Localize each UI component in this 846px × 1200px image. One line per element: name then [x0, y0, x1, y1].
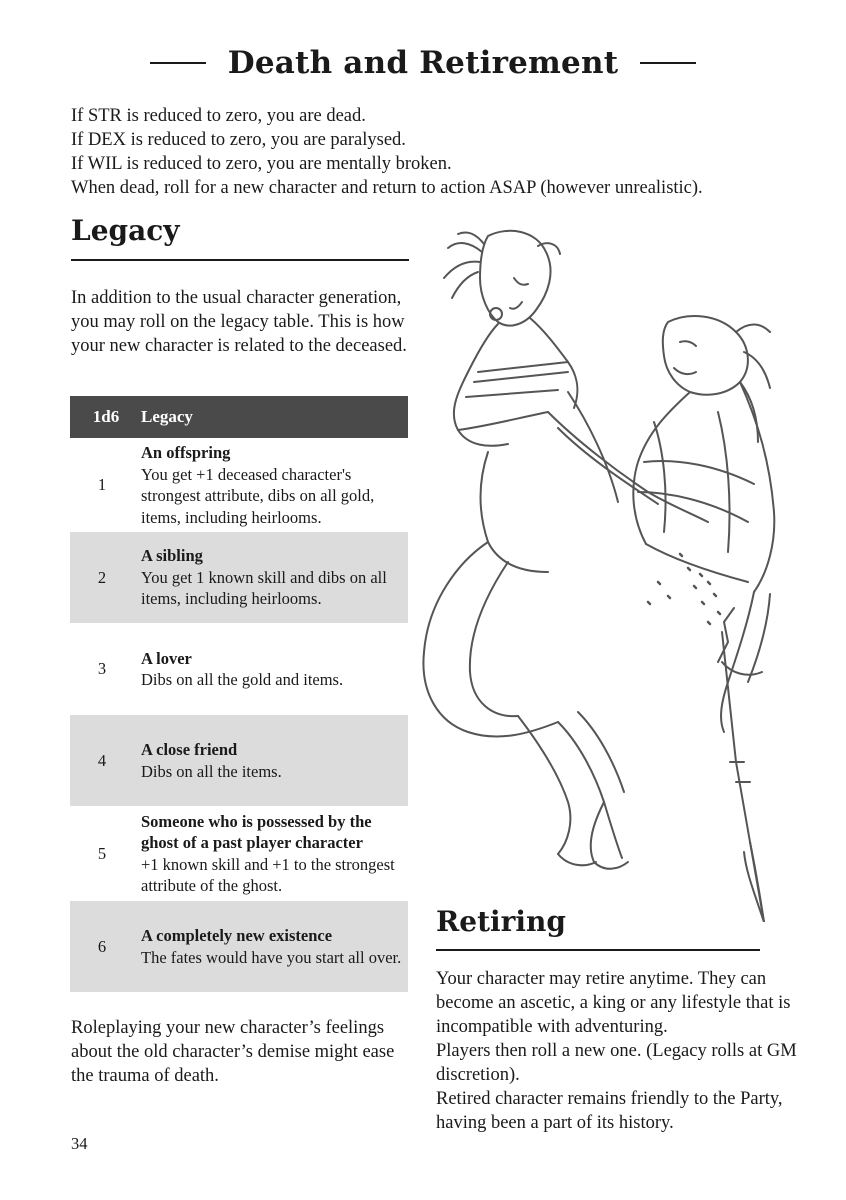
row-text: +1 known skill and +1 to the strongest attribute of the ghost. — [141, 854, 395, 895]
retiring-paragraph: Your character may retire anytime. They can become an ascetic, a king or any lifestyle that is incompatible with adventuring. — [436, 969, 791, 1037]
title-rule-right — [640, 62, 696, 64]
row-text: Dibs on all the items. — [141, 761, 282, 781]
intro-line: If WIL is reduced to zero, you are mentally broken. — [71, 154, 452, 174]
table-row — [70, 623, 408, 715]
row-roll: 5 — [97, 843, 107, 863]
header-roll: 1d6 — [92, 407, 120, 426]
page-title-row — [0, 40, 846, 86]
page-title: Death and Retirement — [227, 45, 619, 81]
row-description — [134, 925, 402, 968]
row-text: Dibs on all the gold and items. — [141, 670, 344, 689]
row-text: You get +1 deceased character's strongest attribute, dibs on all gold, items, including heirlooms. — [141, 464, 375, 527]
row-description — [134, 739, 402, 782]
title-rule-left — [150, 62, 206, 64]
intro-rules — [71, 104, 791, 200]
retiring-heading: Retiring — [436, 905, 566, 938]
row-text: You get 1 known skill and dibs on all items, including heirlooms. — [141, 567, 387, 609]
table-row — [70, 438, 408, 532]
row-roll: 3 — [97, 659, 107, 678]
table-row — [70, 901, 408, 992]
retiring-paragraph: Retired character remains friendly to the Party, having been a part of its history. — [436, 1089, 783, 1133]
row-description — [134, 545, 402, 610]
intro-line: If DEX is reduced to zero, you are paralysed. — [71, 130, 406, 150]
intro-line: If STR is reduced to zero, you are dead. — [71, 106, 366, 126]
row-roll: 4 — [97, 750, 107, 770]
legacy-table — [70, 396, 408, 992]
legacy-paragraph: In addition to the usual character generation, you may roll on the legacy table. This is how your new character is related to the deceased. — [71, 288, 407, 356]
row-name: A sibling — [141, 546, 203, 566]
row-roll: 2 — [97, 567, 107, 587]
row-roll: 1 — [97, 475, 107, 494]
legacy-heading: Legacy — [71, 214, 180, 247]
retiring-text — [436, 967, 806, 1135]
retiring-paragraph: Players then roll a new one. (Legacy rolls at GM discretion). — [436, 1041, 797, 1085]
row-text: The fates would have you start all over. — [141, 947, 402, 967]
legacy-heading-rule — [71, 259, 409, 261]
row-description — [134, 811, 402, 897]
retiring-heading-rule — [436, 949, 760, 951]
page-number: 34 — [71, 1134, 88, 1153]
header-legacy: Legacy — [141, 407, 193, 426]
table-row — [70, 532, 408, 623]
row-name: A lover — [141, 648, 192, 668]
intro-line: When dead, roll for a new character and return to action ASAP (however unrealistic). — [71, 178, 703, 198]
closing-paragraph: Roleplaying your new character’s feelings about the old character’s demise might ease the trauma of death. — [71, 1018, 395, 1086]
row-name: Someone who is possessed by the ghost of a past player character — [141, 811, 372, 852]
row-name: An offspring — [141, 443, 231, 462]
pencil-sketch-illustration-icon — [418, 222, 793, 922]
table-row — [70, 806, 408, 901]
row-description — [134, 648, 402, 691]
row-roll: 6 — [97, 936, 107, 956]
row-name: A close friend — [141, 740, 238, 759]
table-row — [70, 715, 408, 806]
row-description — [134, 442, 402, 528]
legacy-table-header — [70, 396, 408, 438]
row-name: A completely new existence — [141, 926, 333, 945]
